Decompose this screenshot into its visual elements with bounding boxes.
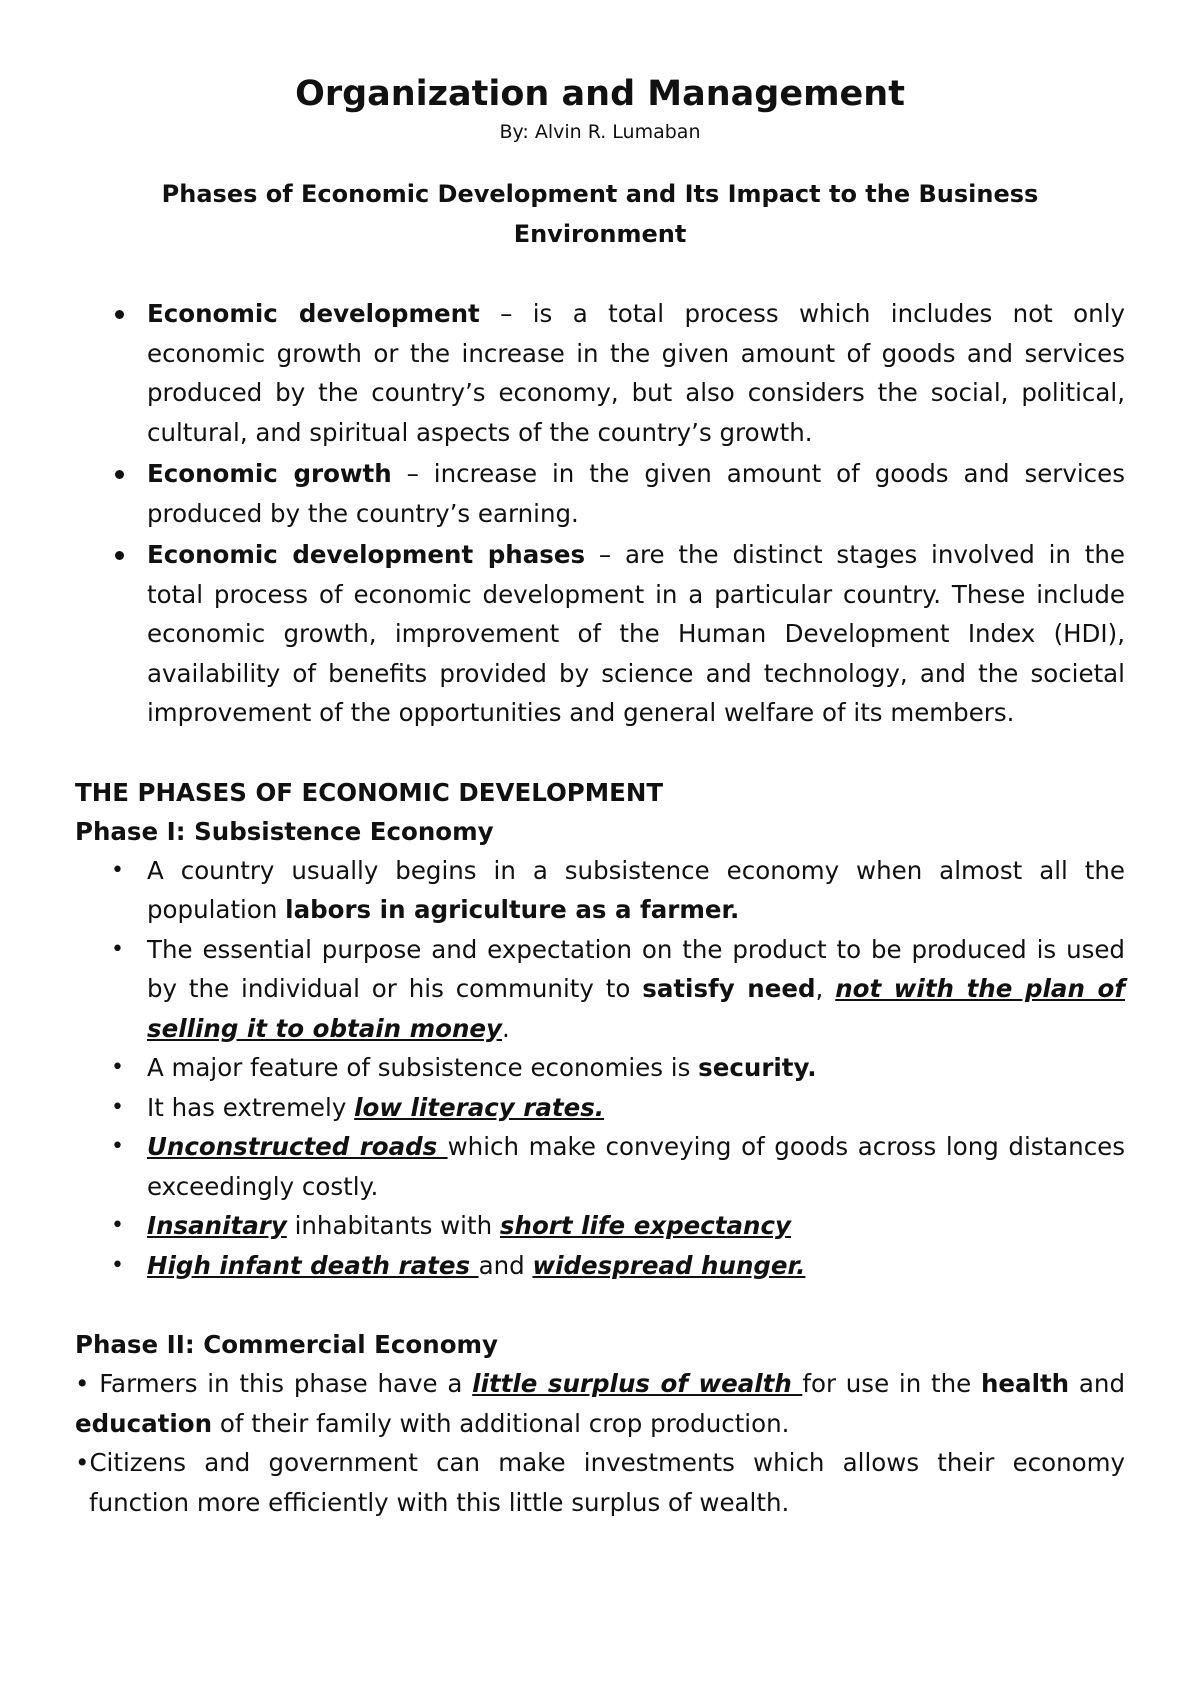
item-text: Citizens and government can make investments which allows their economy function more efficiently with this little surplus of wealth.: [89, 1448, 1125, 1517]
document-title: Organization and Management: [295, 74, 905, 114]
section-heading: THE PHASES OF ECONOMIC DEVELOPMENT: [75, 777, 664, 807]
item-emphasis: education: [75, 1408, 213, 1438]
item-emphasis: Insanitary: [147, 1211, 287, 1240]
definition-term: Economic development: [147, 299, 480, 328]
item-text: of their family with additional crop production.: [212, 1408, 790, 1438]
item-emphasis: little surplus of wealth: [472, 1369, 803, 1398]
item-text: Farmers in this phase have a: [89, 1369, 473, 1398]
definition-text: – are the distinct stages involved in the total process of economic development in a particular country. These include economic growth, improvement of the Human Development Index (HDI), availability of benefits provided by science and technology, and the societal improvement of the opportunities and general welfare of its members.: [147, 540, 1125, 727]
bullet-dot-icon: [115, 470, 124, 479]
item-text: A major feature of subsistence economies is: [147, 1053, 699, 1082]
definition-term: Economic development phases: [147, 540, 586, 569]
phase1-list: [75, 851, 1125, 1286]
bullet-icon: •: [111, 1134, 124, 1159]
list-item: [75, 930, 1125, 1049]
item-text: which make conveying of goods across long distances exceedingly costly.: [147, 1132, 1126, 1201]
bullet-dot-icon: [115, 310, 124, 319]
item-text: and: [478, 1250, 533, 1280]
item-text: A country usually begins in a subsistence economy when almost all the population: [147, 855, 1125, 924]
bullet-icon: •: [111, 1213, 124, 1238]
item-emphasis: labors in agriculture as a farmer.: [285, 895, 740, 924]
list-item: [75, 1206, 1125, 1246]
item-emphasis: health: [980, 1369, 1070, 1398]
bullet-icon: •: [111, 1094, 124, 1120]
bullet-icon: •: [111, 857, 124, 883]
phase2-heading: Phase II: Commercial Economy: [75, 1330, 499, 1359]
item-emphasis: short life expectancy: [499, 1211, 791, 1240]
bullet-icon: •: [75, 1448, 90, 1477]
definition-item: [75, 535, 1125, 733]
definition-text: – increase in the given amount of goods and services produced by the country’s earning.: [147, 459, 1125, 528]
bullet-icon: •: [75, 1369, 90, 1398]
definition-item: [75, 294, 1125, 452]
bullet-icon: •: [111, 936, 124, 962]
item-text: inhabitants with: [286, 1211, 500, 1240]
item-emphasis: security.: [698, 1053, 817, 1082]
item-emphasis: low literacy rates.: [354, 1092, 605, 1122]
bullet-icon: •: [111, 1055, 124, 1080]
phase2-paragraph: [75, 1364, 1125, 1443]
item-emphasis: High infant death rates: [147, 1250, 479, 1280]
list-item: [75, 1088, 1125, 1128]
item-emphasis: not with the plan of selling it to obtain money: [147, 974, 1126, 1043]
phase2-paragraph: [75, 1443, 1125, 1522]
list-item: [75, 851, 1125, 930]
item-text: and: [1069, 1369, 1125, 1398]
item-emphasis: Unconstructed roads: [147, 1132, 448, 1161]
list-item: [75, 1246, 1125, 1286]
item-emphasis: satisfy need: [642, 974, 816, 1003]
document-subtitle: Phases of Economic Development and Its Impact to the Business Environment: [161, 180, 1039, 248]
list-item: [75, 1048, 1125, 1088]
item-text: ,: [815, 974, 836, 1003]
item-text: .: [502, 1013, 510, 1043]
definition-item: [75, 454, 1125, 533]
definition-term: Economic growth: [147, 459, 392, 488]
phase1-heading: Phase I: Subsistence Economy: [75, 816, 494, 846]
item-emphasis: widespread hunger.: [532, 1250, 806, 1280]
definitions-list: [75, 294, 1125, 733]
item-text: The essential purpose and expectation on the product to be produced is used by the individual or his community to: [147, 934, 1125, 1003]
document-author: By: Alvin R. Lumaban: [499, 121, 701, 143]
item-text: for use in the: [802, 1369, 981, 1398]
item-text: It has extremely: [147, 1092, 355, 1122]
definition-text: – is a total process which includes not only economic growth or the increase in the given amount of goods and services produced by the country’s economy, but also considers the social, political, cultural, and spiritual aspects of the country’s growth.: [147, 299, 1125, 447]
list-item: [75, 1127, 1125, 1206]
bullet-dot-icon: [115, 551, 124, 560]
bullet-icon: •: [111, 1252, 124, 1278]
